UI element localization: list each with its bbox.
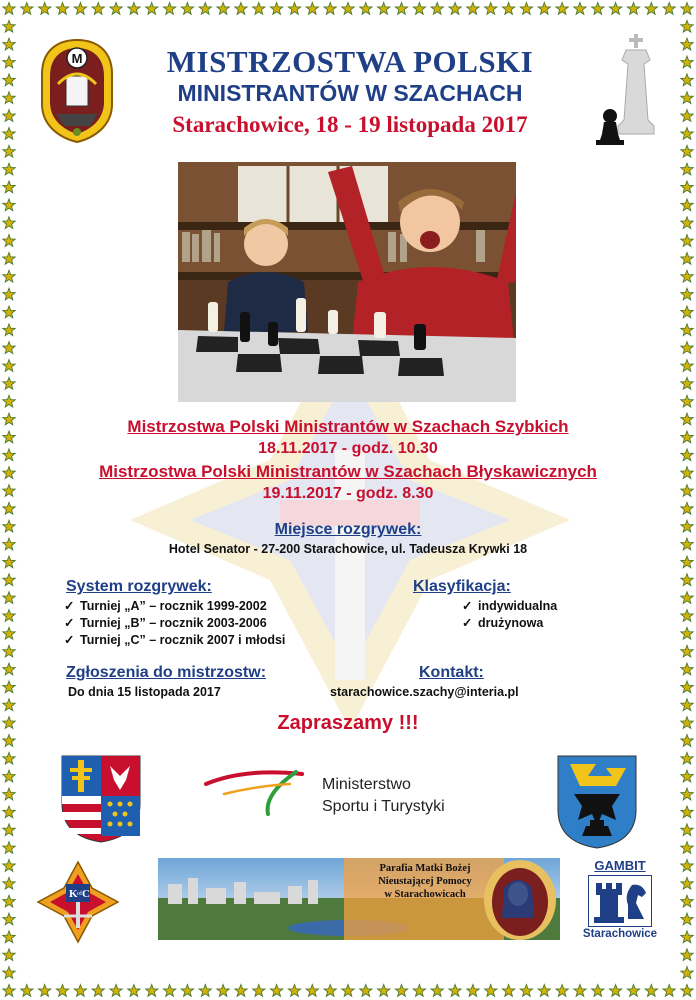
- star-icon: [502, 3, 514, 15]
- star-icon: [3, 92, 15, 104]
- star-icon: [681, 110, 693, 122]
- star-icon: [627, 985, 639, 997]
- star-icon: [449, 3, 461, 15]
- invite-text: Zapraszamy !!!: [277, 712, 419, 734]
- star-icon: [39, 3, 51, 15]
- star-icon: [609, 3, 621, 15]
- gambit-logo: [580, 858, 660, 948]
- check-icon: ✓: [462, 616, 473, 630]
- star-icon: [681, 128, 693, 140]
- star-icon: [681, 288, 693, 300]
- star-icon: [681, 860, 693, 872]
- star-icon: [3, 270, 15, 282]
- star-icon: [681, 431, 693, 443]
- star-icon: [681, 752, 693, 764]
- knights-of-columbus-emblem-icon: [36, 860, 120, 944]
- star-icon: [681, 217, 693, 229]
- star-icon: [3, 360, 15, 372]
- star-icon: [3, 931, 15, 943]
- star-icon: [3, 3, 15, 15]
- star-icon: [449, 985, 461, 997]
- star-icon: [681, 913, 693, 925]
- classification-list: [462, 598, 557, 632]
- star-icon: [217, 985, 229, 997]
- star-icon: [485, 985, 497, 997]
- star-icon: [3, 681, 15, 693]
- star-icon: [110, 3, 122, 15]
- gambit-name: GAMBIT: [594, 858, 646, 873]
- star-icon: [3, 627, 15, 639]
- star-icon: [3, 199, 15, 211]
- star-icon: [681, 199, 693, 211]
- star-icon: [3, 860, 15, 872]
- star-icon: [681, 56, 693, 68]
- star-icon: [3, 824, 15, 836]
- star-icon: [592, 985, 604, 997]
- province-coat-of-arms-icon: [60, 754, 142, 844]
- star-icon: [21, 985, 33, 997]
- star-icon: [538, 985, 550, 997]
- star-icon: [3, 253, 15, 265]
- star-icon: [3, 342, 15, 354]
- title-line2: MINISTRANTÓW W SZACHACH: [177, 80, 523, 106]
- star-icon: [592, 3, 604, 15]
- star-icon: [3, 592, 15, 604]
- star-icon: [627, 3, 639, 15]
- star-icon: [3, 610, 15, 622]
- star-icon: [288, 3, 300, 15]
- star-icon: [181, 3, 193, 15]
- star-icon: [3, 324, 15, 336]
- system-heading: System rozgrywek:: [66, 578, 212, 595]
- title-date-location: Starachowice, 18 - 19 listopada 2017: [172, 112, 528, 137]
- star-icon: [3, 235, 15, 247]
- star-icon: [74, 985, 86, 997]
- star-icon: [609, 985, 621, 997]
- star-icon: [681, 181, 693, 193]
- city-coat-of-arms-icon: [556, 754, 638, 850]
- chess-rook-knight-icon: [588, 875, 652, 927]
- event-rapid-name: Mistrzostwa Polski Ministrantów w Szachach Szybkich: [127, 417, 569, 436]
- star-icon: [3, 538, 15, 550]
- star-icon: [342, 3, 354, 15]
- star-icon: [681, 681, 693, 693]
- star-icon: [485, 3, 497, 15]
- star-icon: [3, 163, 15, 175]
- star-icon: [3, 752, 15, 764]
- title-line1: MISTRZOSTWA POLSKI: [166, 44, 534, 79]
- star-icon: [3, 520, 15, 532]
- registration-deadline: Do dnia 15 listopada 2017: [68, 685, 221, 699]
- star-icon: [681, 574, 693, 586]
- star-icon: [3, 431, 15, 443]
- star-icon: [3, 556, 15, 568]
- star-icon: [3, 110, 15, 122]
- kofc-k: K: [69, 888, 78, 900]
- star-icon: [3, 56, 15, 68]
- star-icon: [56, 3, 68, 15]
- star-icon: [3, 38, 15, 50]
- star-icon: [645, 3, 657, 15]
- ministry-logo-icon: [204, 764, 308, 816]
- venue-address: Hotel Senator - 27-200 Starachowice, ul. Tadeusza Krywki 18: [168, 542, 528, 556]
- star-icon: [681, 342, 693, 354]
- star-icon: [520, 3, 532, 15]
- star-icon: [3, 806, 15, 818]
- star-icon: [199, 985, 211, 997]
- star-icon: [235, 985, 247, 997]
- star-icon: [3, 949, 15, 961]
- star-icon: [431, 985, 443, 997]
- star-icon: [681, 467, 693, 479]
- star-icon: [3, 574, 15, 586]
- star-icon: [39, 985, 51, 997]
- parish-name: Parafia Matki Bożej Nieustającej Pomocy w Starachowicach: [378, 863, 472, 900]
- star-icon: [681, 253, 693, 265]
- star-icon: [146, 3, 158, 15]
- star-icon: [395, 985, 407, 997]
- star-icon: [3, 485, 15, 497]
- star-icon: [342, 985, 354, 997]
- star-icon: [253, 3, 265, 15]
- star-icon: [360, 985, 372, 997]
- star-icon: [3, 735, 15, 747]
- check-icon: ✓: [64, 616, 75, 630]
- star-icon: [181, 985, 193, 997]
- star-icon: [681, 949, 693, 961]
- star-icon: [3, 145, 15, 157]
- star-icon: [681, 92, 693, 104]
- contact-email[interactable]: starachowice.szachy@interia.pl: [330, 685, 519, 699]
- star-icon: [163, 3, 175, 15]
- list-item: ✓ indywidualna: [462, 599, 558, 613]
- ministry-name: Ministerstwo Sportu i Turystyki: [322, 776, 445, 815]
- star-icon: [3, 717, 15, 729]
- star-icon: [681, 877, 693, 889]
- star-icon: [663, 3, 675, 15]
- star-icon: [681, 556, 693, 568]
- star-icon: [681, 306, 693, 318]
- star-icon: [3, 770, 15, 782]
- star-icon: [681, 735, 693, 747]
- parish-banner: [158, 858, 560, 940]
- star-icon: [681, 788, 693, 800]
- star-icon: [3, 306, 15, 318]
- star-icon: [3, 395, 15, 407]
- star-icon: [681, 485, 693, 497]
- star-icon: [681, 627, 693, 639]
- star-icon: [128, 985, 140, 997]
- star-icon: [395, 3, 407, 15]
- list-item: ✓ Turniej „B” – rocznik 2003-2006: [64, 616, 267, 630]
- list-item: ✓ Turniej „C” – rocznik 2007 i młodsi: [64, 633, 286, 647]
- check-icon: ✓: [64, 633, 75, 647]
- star-icon: [3, 788, 15, 800]
- star-icon: [92, 985, 104, 997]
- star-icon: [21, 3, 33, 15]
- event-blitz-name: Mistrzostwa Polski Ministrantów w Szachach Błyskawicznych: [99, 462, 597, 481]
- star-icon: [681, 538, 693, 550]
- ministrant-emblem-icon: [38, 34, 116, 144]
- star-icon: [378, 3, 390, 15]
- star-icon: [681, 395, 693, 407]
- star-icon: [574, 985, 586, 997]
- chess-pieces-icon: [590, 30, 666, 146]
- star-icon: [3, 699, 15, 711]
- star-icon: [681, 967, 693, 979]
- star-icon: [467, 3, 479, 15]
- contact-heading: Kontakt:: [419, 664, 484, 681]
- star-icon: [3, 377, 15, 389]
- star-icon: [681, 360, 693, 372]
- star-icon: [378, 985, 390, 997]
- star-icon: [681, 502, 693, 514]
- star-icon: [681, 592, 693, 604]
- star-icon: [235, 3, 247, 15]
- star-icon: [681, 74, 693, 86]
- star-icon: [253, 985, 265, 997]
- list-item: ✓ drużynowa: [462, 616, 544, 630]
- star-icon: [3, 128, 15, 140]
- star-icon: [681, 235, 693, 247]
- star-icon: [74, 3, 86, 15]
- check-icon: ✓: [64, 599, 75, 613]
- star-icon: [538, 3, 550, 15]
- star-icon: [681, 270, 693, 282]
- star-icon: [3, 217, 15, 229]
- star-icon: [270, 3, 282, 15]
- star-icon: [306, 3, 318, 15]
- star-icon: [3, 663, 15, 675]
- star-icon: [3, 645, 15, 657]
- star-icon: [413, 985, 425, 997]
- star-icon: [146, 985, 158, 997]
- star-icon: [288, 985, 300, 997]
- svg-text:M: M: [71, 51, 83, 66]
- star-icon: [3, 20, 15, 32]
- star-icon: [681, 645, 693, 657]
- star-icon: [3, 449, 15, 461]
- star-icon: [681, 520, 693, 532]
- list-item: ✓ Turniej „A” – rocznik 1999-2002: [64, 599, 267, 613]
- star-icon: [163, 985, 175, 997]
- star-icon: [3, 181, 15, 193]
- star-icon: [3, 467, 15, 479]
- star-icon: [681, 610, 693, 622]
- event-blitz-date: 19.11.2017 - godz. 8.30: [262, 485, 434, 502]
- star-icon: [413, 3, 425, 15]
- star-icon: [92, 3, 104, 15]
- star-icon: [3, 502, 15, 514]
- star-icon: [110, 985, 122, 997]
- star-icon: [681, 895, 693, 907]
- star-icon: [681, 699, 693, 711]
- star-icon: [3, 967, 15, 979]
- kofc-c: C: [82, 888, 90, 900]
- star-icon: [681, 413, 693, 425]
- star-icon: [324, 985, 336, 997]
- star-icon: [3, 985, 15, 997]
- classification-heading: Klasyfikacja:: [413, 578, 511, 595]
- star-icon: [467, 985, 479, 997]
- star-icon: [56, 985, 68, 997]
- star-icon: [681, 163, 693, 175]
- star-icon: [681, 20, 693, 32]
- star-icon: [3, 842, 15, 854]
- star-icon: [681, 806, 693, 818]
- star-icon: [3, 877, 15, 889]
- star-icon: [681, 38, 693, 50]
- star-icon: [663, 985, 675, 997]
- venue-heading: Miejsce rozgrywek:: [274, 521, 422, 538]
- check-icon: ✓: [462, 599, 473, 613]
- registration-heading: Zgłoszenia do mistrzostw:: [66, 664, 267, 681]
- star-icon: [681, 842, 693, 854]
- star-icon: [502, 985, 514, 997]
- star-icon: [645, 985, 657, 997]
- star-icon: [681, 324, 693, 336]
- chess-players-photo: [178, 162, 516, 402]
- gambit-city: Starachowice: [582, 928, 658, 940]
- star-icon: [556, 3, 568, 15]
- star-icon: [520, 985, 532, 997]
- star-icon: [681, 770, 693, 782]
- star-icon: [128, 3, 140, 15]
- star-icon: [681, 449, 693, 461]
- event-rapid-date: 18.11.2017 - godz. 10.30: [258, 440, 438, 457]
- star-icon: [431, 3, 443, 15]
- star-icon: [3, 413, 15, 425]
- star-icon: [681, 931, 693, 943]
- system-list: [64, 598, 285, 649]
- star-icon: [681, 824, 693, 836]
- star-icon: [306, 985, 318, 997]
- star-icon: [681, 663, 693, 675]
- star-icon: [681, 985, 693, 997]
- star-icon: [217, 3, 229, 15]
- star-icon: [556, 985, 568, 997]
- star-icon: [681, 3, 693, 15]
- star-icon: [574, 3, 586, 15]
- star-icon: [3, 288, 15, 300]
- star-icon: [270, 985, 282, 997]
- star-icon: [681, 377, 693, 389]
- star-icon: [324, 3, 336, 15]
- star-icon: [681, 717, 693, 729]
- star-icon: [3, 913, 15, 925]
- star-icon: [199, 3, 211, 15]
- kofc-of: of: [77, 891, 82, 897]
- star-icon: [3, 74, 15, 86]
- star-icon: [3, 895, 15, 907]
- star-icon: [360, 3, 372, 15]
- star-icon: [681, 145, 693, 157]
